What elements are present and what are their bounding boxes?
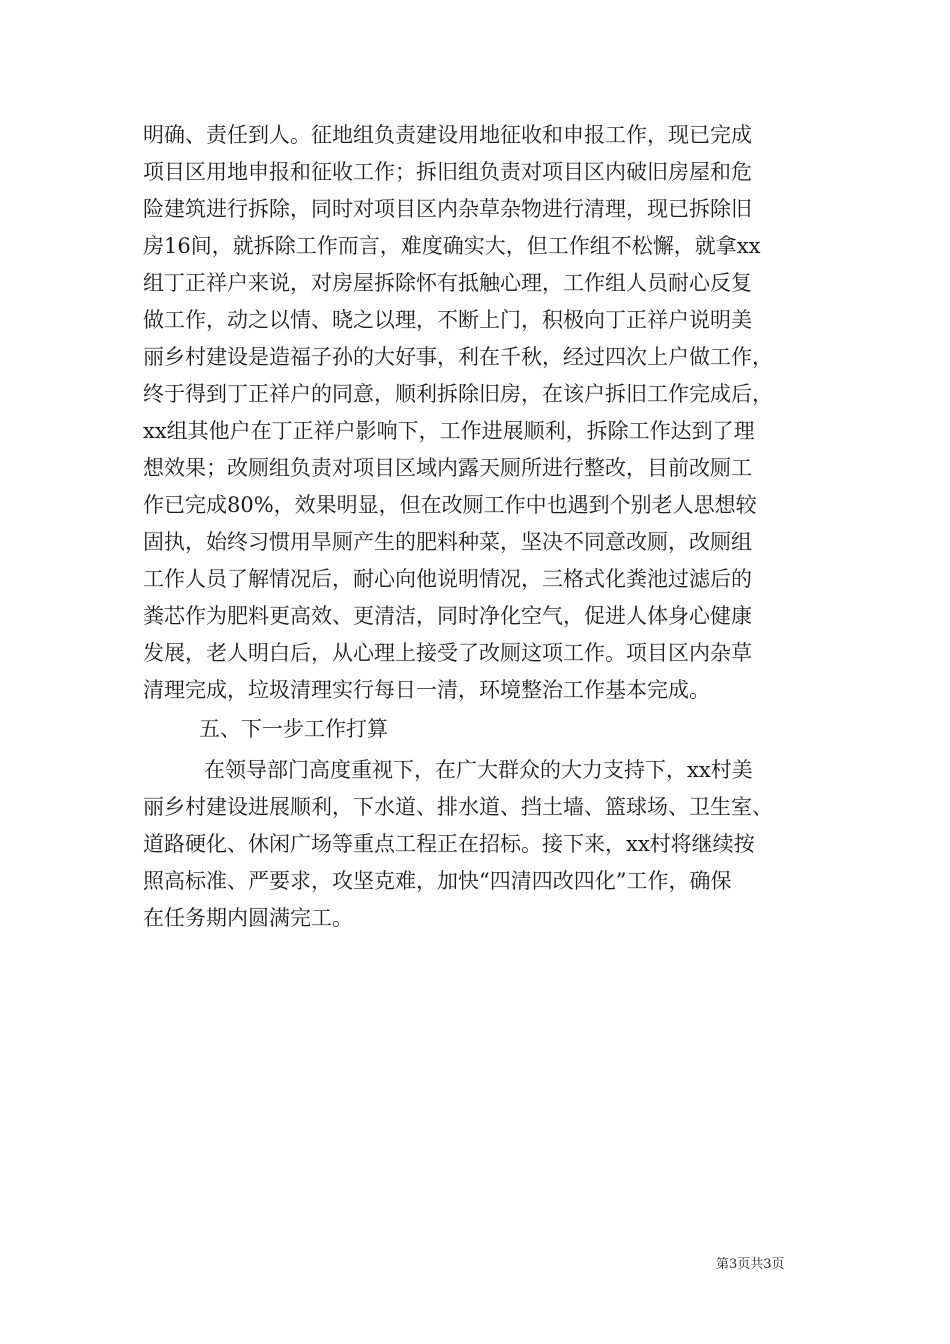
body-text-line: 房16间，就拆除工作而言，难度确实大，但工作组不松懈，就拿xx [143,234,761,258]
body-text-line: 清理完成，垃圾清理实行每日一清，环境整治工作基本完成。 [143,678,710,702]
body-text-line: 项目区用地申报和征收工作；拆旧组负责对项目区内破旧房屋和危 [143,160,752,184]
body-text-line: 发展，老人明白后，从心理上接受了改厕这项工作。项目区内杂草 [143,641,752,665]
body-text-line: 终于得到丁正祥户的同意，顺利拆除旧房，在该户拆旧工作完成后， [143,382,773,406]
body-text-line: 在领导部门高度重视下，在广大群众的大力支持下，xx村美 [204,758,753,782]
page-number-footer: 第3页共3页 [716,1257,785,1272]
body-text-line: 照高标准、严要求，攻坚克难，加快“四清四改四化”工作，确保 [143,869,732,893]
body-text-line: 作已完成80%，效果明显，但在改厕工作中也遇到个别老人思想较 [143,493,757,517]
body-text-line: 在任务期内圆满完工。 [143,906,353,930]
body-text-line: 丽乡村建设是造福子孙的大好事，利在千秋，经过四次上户做工作， [143,345,773,369]
body-text-line: 丽乡村建设进展顺利，下水道、排水道、挡土墙、篮球场、卫生室、 [143,795,773,819]
body-text-line: 做工作，动之以情、晓之以理，不断上门，积极向丁正祥户说明美 [143,308,752,332]
body-text-line: 粪芯作为肥料更高效、更清洁，同时净化空气，促进人体身心健康 [143,604,752,628]
body-text-line: 工作人员了解情况后，耐心向他说明情况，三格式化粪池过滤后的 [143,567,752,591]
body-text-line: 道路硬化、休闲广场等重点工程正在招标。接下来，xx村将继续按 [143,832,755,856]
body-text-line: xx组其他户在丁正祥户影响下，工作进展顺利，拆除工作达到了理 [143,419,755,443]
body-text-line: 险建筑进行拆除，同时对项目区内杂草杂物进行清理，现已拆除旧 [143,197,752,221]
section-heading: 五、下一步工作打算 [199,717,388,741]
body-text-line: 固执，始终习惯用旱厕产生的肥料种菜，坚决不同意改厕，改厕组 [143,530,752,554]
body-text-line: 明确、责任到人。征地组负责建设用地征收和申报工作，现已完成 [143,123,752,147]
body-text-line: 组丁正祥户来说，对房屋拆除怀有抵触心理，工作组人员耐心反复 [143,271,752,295]
body-text-line: 想效果；改厕组负责对项目区域内露天厕所进行整改，目前改厕工 [143,456,752,480]
